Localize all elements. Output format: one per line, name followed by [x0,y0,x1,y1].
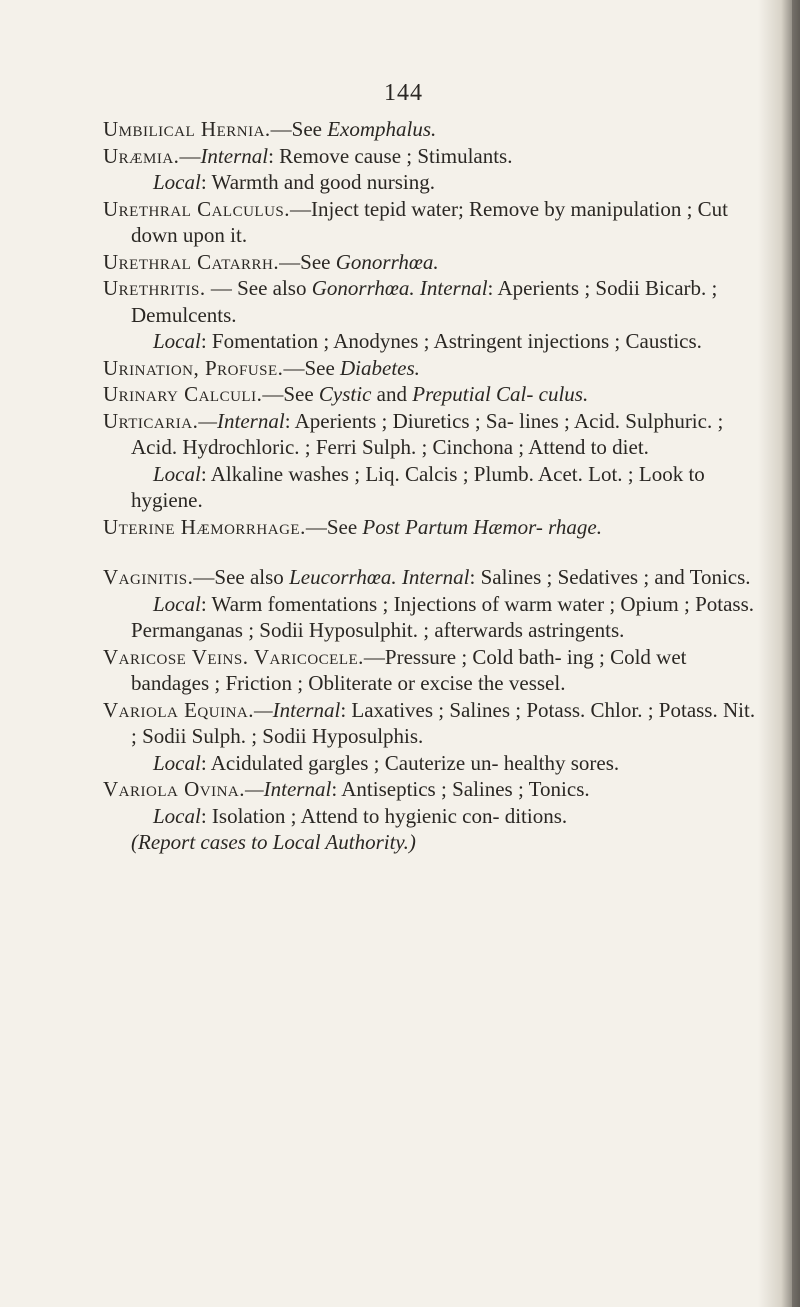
local-label: Local [153,461,201,486]
entry-head: Umbilical Hernia. [103,117,271,141]
local-treatment: Local: Fomentation ; Anodynes ; Astringent injections ; Caustics. [153,329,702,353]
entry-vaginitis: Vaginitis.—See also Leucorrhœa. Internal: Salines ; Sedatives ; and Tonics. [103,565,751,589]
entry-variola-equina: Variola Equina.—Internal: Laxatives ; Salines ; Potass. Chlor. ; Potass. Nit. ; Sodii Sulph. ; Sodii Hyposulphis. [103,697,756,748]
local-treatment: Local: Acidulated gargles ; Cauterize un- healthy sores. [153,750,620,775]
local-treatment: Local: Warm fomentations ; Injections of warm water ; Opium ; Potass. Permanganas ; Sodii Hyposulphit. ; afterwards astringents. [131,591,755,642]
entry-urination-profuse: Urination, Profuse.—See Diabetes. [103,355,420,380]
entry-head: Urethral Catarrh. [103,249,280,274]
entry-urticaria: Urticaria.—Internal: Aperients ; Diuretics ; Sa- lines ; Acid. Sulphuric. ; Acid. Hydrochloric. ; Ferri Sulph. ; Cinchona ; Attend to diet. [103,408,724,459]
see-reference: Gonorrhœa. [311,276,415,300]
entry-variola-ovina: Variola Ovina.—Internal: Antiseptics ; Salines ; Tonics. [103,777,590,801]
entry-uraemia: Uræmia.—Internal: Remove cause ; Stimulants. [103,143,513,168]
entry-head: Variola Equina. [103,697,254,722]
internal-label: —Internal [253,697,341,722]
internal-label: —Internal [198,408,285,433]
local-label: Local [153,591,201,616]
see-reference: Gonorrhœa. [335,249,439,274]
local-treatment: Local: Alkaline washes ; Liq. Calcis ; Plumb. Acet. Lot. ; Look to hygiene. [131,461,705,512]
section-gap [103,540,763,564]
entry-head: Uræmia. [103,143,180,168]
entry-varicose-veins: Varicose Veins. Varicocele.—Pressure ; Cold bath- ing ; Cold wet bandages ; Friction ; Obliterate or excise the vessel. [103,644,687,695]
see-reference: Post Partum Hæmor- rhage. [362,514,602,539]
entry-urethral-calculus: Urethral Calculus.—Inject tepid water; Remove by manipulation ; Cut down upon it. [103,196,729,247]
entry-head: Vaginitis. [103,565,194,589]
entry-head: Urinary Calculi. [103,382,263,406]
local-treatment: Local: Warmth and good nursing. [153,170,435,194]
entry-uterine-haemorrhage: Uterine Hæmorrhage.—See Post Partum Hæmor- rhage. [103,514,602,539]
entry-head: Varicose Veins. Varicocele. [103,644,364,669]
internal-label: Internal [200,143,269,168]
report-note: (Report cases to Local Authority.) [131,830,416,854]
internal-label: —Internal [244,777,332,801]
see-reference: Cystic [318,382,372,406]
see-reference: Preputial Cal- culus. [412,382,589,406]
see-reference: Diabetes. [340,355,420,380]
entry-urinary-calculi: Urinary Calculi.—See Cystic and Preputial Cal- culus. [103,382,589,406]
see-reference: Leucorrhœa. [289,565,397,589]
page-edge-dark [792,0,800,1307]
entry-head: Urticaria. [103,408,199,433]
entry-head: Urethral Calculus. [103,196,291,221]
local-label: Local [153,803,201,828]
entry-head: Urination, Profuse. [103,355,284,380]
see-reference: Exomphalus. [327,117,437,141]
entry-head: Urethritis. [103,276,206,300]
local-label: Local [153,170,201,194]
local-treatment: Local: Isolation ; Attend to hygienic con- ditions. [153,803,568,828]
local-label: Local [153,329,201,353]
internal-label: Internal [401,565,470,589]
entry-umbilical-hernia: Umbilical Hernia.—See Exomphalus. [103,117,437,141]
entry-urethral-catarrh: Urethral Catarrh.—See Gonorrhœa. [103,249,439,274]
entry-urethritis: Urethritis. — See also Gonorrhœa. Internal: Aperients ; Sodii Bicarb. ; Demulcents. [103,276,718,327]
local-label: Local [153,750,201,775]
entry-head: Variola Ovina. [103,777,245,801]
internal-label: Internal [419,276,488,300]
entry-head: Uterine Hæmorrhage. [103,514,306,539]
index-entries [103,116,763,856]
page-number: 144 [384,80,423,106]
